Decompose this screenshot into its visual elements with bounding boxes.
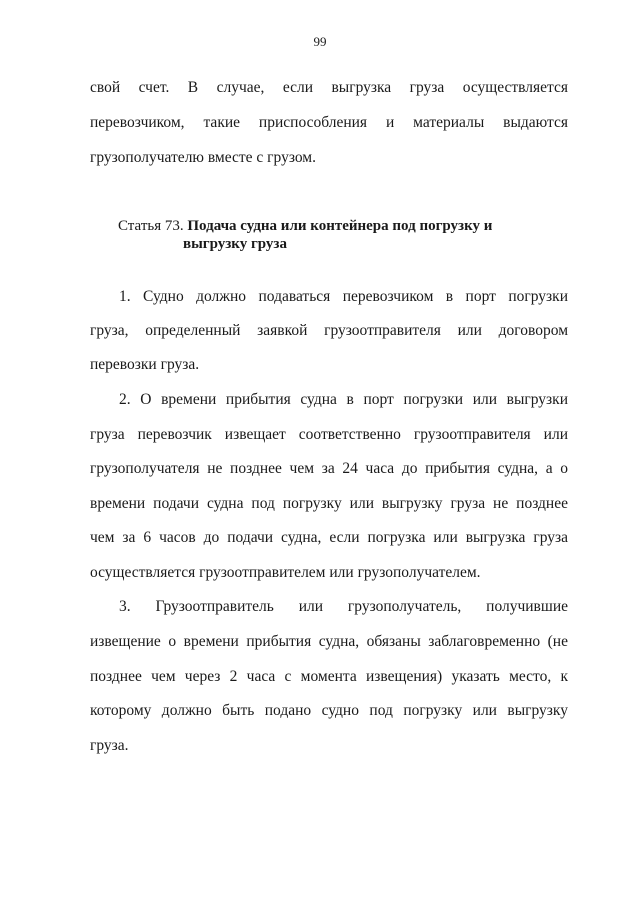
paragraph-2-line: времени подачи судна под погрузку или выгрузку груза не позднее bbox=[90, 495, 568, 512]
paragraph-1-line: 1. Судно должно подаваться перевозчиком в порт погрузки bbox=[119, 288, 568, 305]
paragraph-3-line: которому должно быть подано судно под погрузку или выгрузку bbox=[90, 702, 568, 719]
paragraph-1-line: перевозки груза. bbox=[90, 356, 200, 373]
paragraph-2-line: груза перевозчик извещает соответственно грузоотправителя или bbox=[90, 426, 568, 443]
text-line: перевозчиком, такие приспособления и материалы выдаются bbox=[90, 114, 568, 131]
article-title-line2: выгрузку груза bbox=[183, 236, 287, 252]
paragraph-3-line: позднее чем через 2 часа с момента извещения) указать место, к bbox=[90, 668, 568, 685]
paragraph-2-line: осуществляется грузоотправителем или грузополучателем. bbox=[90, 564, 481, 581]
paragraph-3-line: 3. Грузоотправитель или грузополучатель, получившие bbox=[119, 598, 568, 615]
paragraph-1-line: груза, определенный заявкой грузоотправителя или договором bbox=[90, 322, 568, 339]
paragraph-2-line: чем за 6 часов до подачи судна, если погрузка или выгрузка груза bbox=[90, 529, 568, 546]
text-line: свой счет. В случае, если выгрузка груза осуществляется bbox=[90, 79, 568, 96]
paragraph-3-line: извещение о времени прибытия судна, обязаны заблаговременно (не bbox=[90, 633, 568, 650]
page-number: 99 bbox=[313, 34, 327, 49]
paragraph-2-line: 2. О времени прибытия судна в порт погрузки или выгрузки bbox=[119, 391, 568, 408]
article-title-line1: Подача судна или контейнера под погрузку и bbox=[187, 218, 493, 234]
text-line: грузополучателю вместе с грузом. bbox=[90, 149, 316, 166]
article-prefix: Статья 73. bbox=[118, 218, 184, 234]
paragraph-2-line: грузополучателя не позднее чем за 24 часа до прибытия судна, а о bbox=[90, 460, 568, 477]
paragraph-3-line: груза. bbox=[90, 737, 129, 754]
article-heading bbox=[118, 216, 492, 236]
